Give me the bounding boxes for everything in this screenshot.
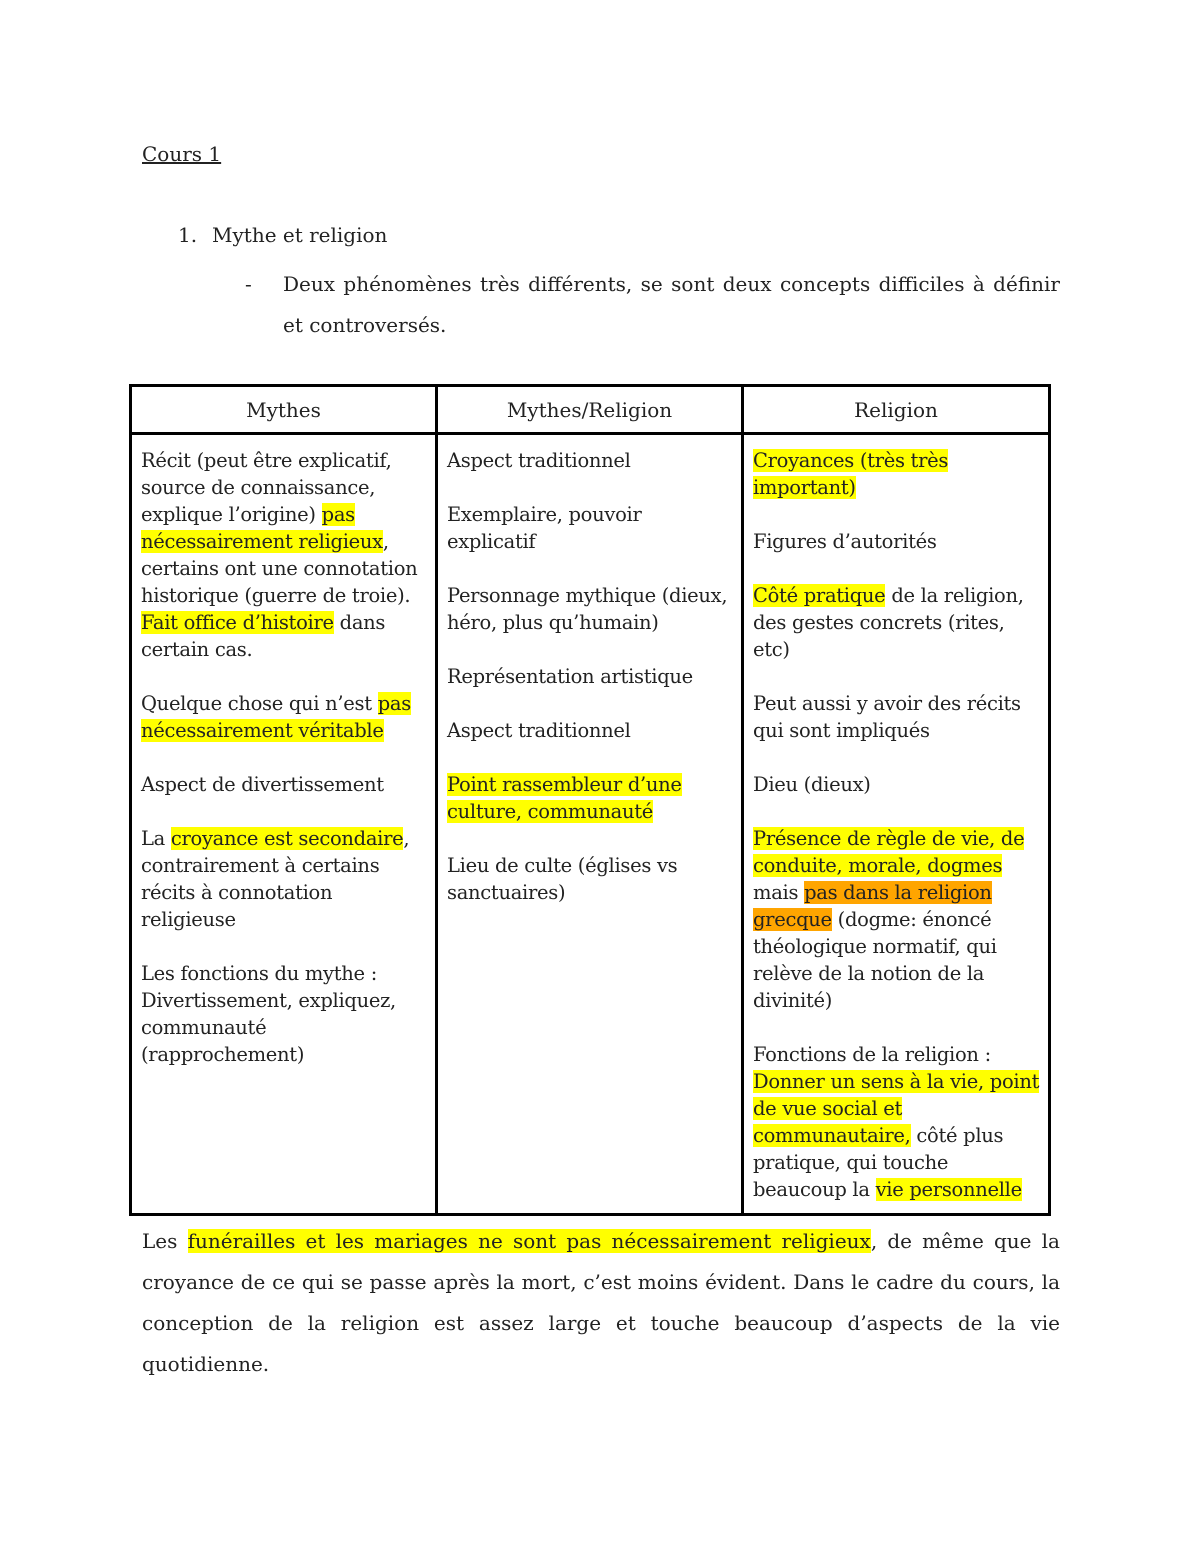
text-run: dans certain cas. [141, 611, 386, 661]
text-run: , de même que la croyance de ce qui se passe après la mort, c’est moins évident. Dans le cadre du cours, la conception de la religion est assez large et touche beaucoup d’aspects de la vie quotidienne. [142, 1229, 1060, 1376]
mythes-religion-paragraph: Représentation artistique [447, 665, 693, 688]
religion-paragraph [753, 1041, 1040, 1203]
table-header-row [131, 386, 1050, 434]
bullet-item [245, 264, 1060, 346]
text-line: Les fonctions du mythe : [141, 962, 377, 985]
highlight-yellow: pas nécessairement véritable [141, 692, 411, 742]
mythes-paragraph [141, 825, 427, 933]
bullet-marker: - [245, 272, 252, 296]
highlight-yellow: funérailles et les mariages ne sont pas nécessairement religieux [187, 1229, 871, 1253]
text-line: Fonctions de la religion : [753, 1043, 991, 1066]
religion-paragraph [753, 447, 1040, 501]
text-run: (dogme: énoncé théologique normatif, qui relève de la notion de la divinité) [753, 908, 997, 1012]
section-number: 1. [178, 223, 198, 247]
text-run: côté plus pratique, qui touche beaucoup la [753, 1124, 1004, 1201]
text-run: Quelque chose qui n’est [141, 692, 378, 715]
religion-paragraph: Peut aussi y avoir des récits qui sont impliqués [753, 692, 1021, 742]
header-religion: Religion [743, 386, 1050, 434]
religion-paragraph [753, 582, 1040, 663]
highlight-orange: pas dans la religion grecque [753, 881, 992, 931]
mythes-paragraph [141, 690, 427, 744]
highlight-yellow: Présence de règle de vie, de conduite, morale, dogmes [753, 827, 1025, 877]
mythes-religion-paragraph: Lieu de culte (églises vs sanctuaires) [447, 854, 678, 904]
mythes-paragraph: Aspect de divertissement [141, 773, 384, 796]
cell-religion [743, 434, 1050, 1215]
header-mythes-religion: Mythes/Religion [437, 386, 743, 434]
section-heading [178, 223, 387, 247]
highlight-yellow: Point rassembleur d’une culture, communauté [447, 773, 682, 823]
text-run: , certains ont une connotation historique (guerre de troie). [141, 530, 418, 607]
comparison-table [129, 384, 1051, 1216]
highlight-yellow: Fait office d’histoire [141, 611, 334, 634]
text-line: Divertissement, expliquez, communauté (rapprochement) [141, 989, 396, 1066]
cell-mythes [131, 434, 437, 1215]
mythes-religion-paragraph: Aspect traditionnel [447, 449, 631, 472]
text-run: Les [142, 1229, 188, 1253]
religion-paragraph: Dieu (dieux) [753, 773, 871, 796]
closing-paragraph [142, 1221, 1060, 1385]
religion-paragraph [753, 825, 1040, 1014]
highlight-yellow: croyance est secondaire [170, 827, 404, 850]
mythes-religion-paragraph: Exemplaire, pouvoir explicatif [447, 503, 642, 553]
religion-paragraph: Figures d’autorités [753, 530, 937, 553]
text-run: Récit (peut être explicatif, source de connaissance, explique l’origine) [141, 449, 392, 526]
mythes-paragraph [141, 960, 427, 1068]
text-run: , contrairement à certains récits à connotation religieuse [141, 827, 410, 931]
text-run: de la religion, des gestes concrets (rites, etc) [753, 584, 1024, 661]
document-title: Cours 1 [142, 142, 222, 166]
highlight-yellow: vie personnelle [875, 1178, 1022, 1201]
highlight-yellow: pas nécessairement religieux [141, 503, 383, 553]
highlight-yellow: Donner un sens à la vie, point de vue social et communautaire, [753, 1070, 1040, 1147]
mythes-religion-paragraph: Personnage mythique (dieux, héro, plus qu’humain) [447, 584, 728, 634]
text-run: La [141, 827, 171, 850]
table-body-row [131, 434, 1050, 1215]
text-run: mais [753, 881, 805, 904]
mythes-paragraph [141, 447, 427, 663]
mythes-religion-paragraph: Aspect traditionnel [447, 719, 631, 742]
mythes-religion-paragraph [447, 771, 733, 825]
bullet-text: Deux phénomènes très différents, se sont deux concepts difficiles à définir et controversés. [283, 272, 1060, 337]
section-title: Mythe et religion [212, 223, 388, 247]
highlight-yellow: Croyances (très très important) [753, 449, 949, 499]
highlight-yellow: Côté pratique [753, 584, 886, 607]
header-mythes: Mythes [131, 386, 437, 434]
cell-mythes-religion [437, 434, 743, 1215]
